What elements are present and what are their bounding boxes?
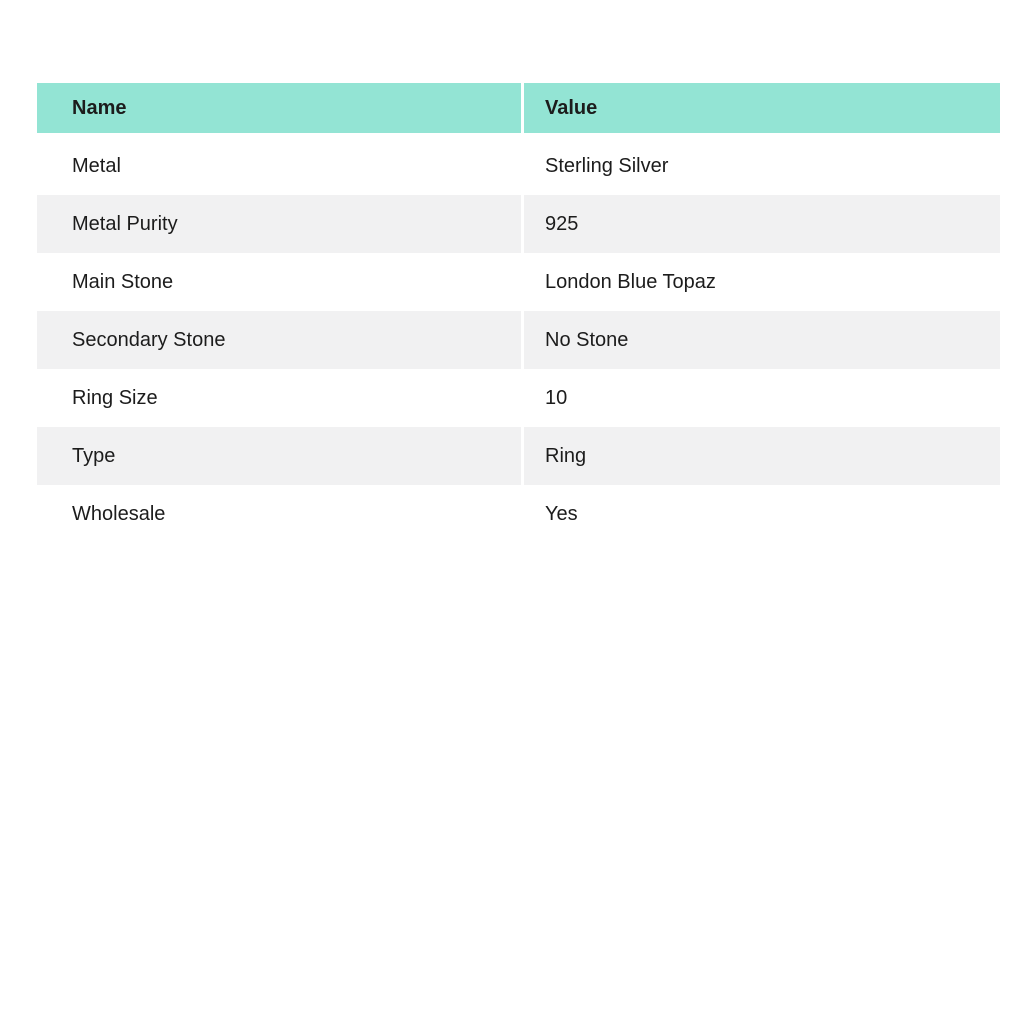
table-row bbox=[37, 137, 1000, 195]
row-name-cell: Ring Size bbox=[37, 369, 521, 427]
row-value-cell: No Stone bbox=[524, 311, 1000, 369]
row-name-cell: Wholesale bbox=[37, 485, 521, 543]
row-name-cell: Metal Purity bbox=[37, 195, 521, 253]
row-value-cell: 10 bbox=[524, 369, 1000, 427]
product-spec-table bbox=[37, 83, 1000, 543]
table-row bbox=[37, 369, 1000, 427]
table-row bbox=[37, 195, 1000, 253]
table-row bbox=[37, 253, 1000, 311]
column-header-value: Value bbox=[524, 83, 1000, 133]
row-value-cell: 925 bbox=[524, 195, 1000, 253]
row-name-cell: Secondary Stone bbox=[37, 311, 521, 369]
row-name-cell: Metal bbox=[37, 137, 521, 195]
row-value-cell: Yes bbox=[524, 485, 1000, 543]
row-value-cell: London Blue Topaz bbox=[524, 253, 1000, 311]
table-row bbox=[37, 427, 1000, 485]
table-row bbox=[37, 311, 1000, 369]
row-value-cell: Sterling Silver bbox=[524, 137, 1000, 195]
table-row bbox=[37, 485, 1000, 543]
row-name-cell: Main Stone bbox=[37, 253, 521, 311]
row-name-cell: Type bbox=[37, 427, 521, 485]
table-header-row bbox=[37, 83, 1000, 133]
column-header-name: Name bbox=[37, 83, 521, 133]
row-value-cell: Ring bbox=[524, 427, 1000, 485]
